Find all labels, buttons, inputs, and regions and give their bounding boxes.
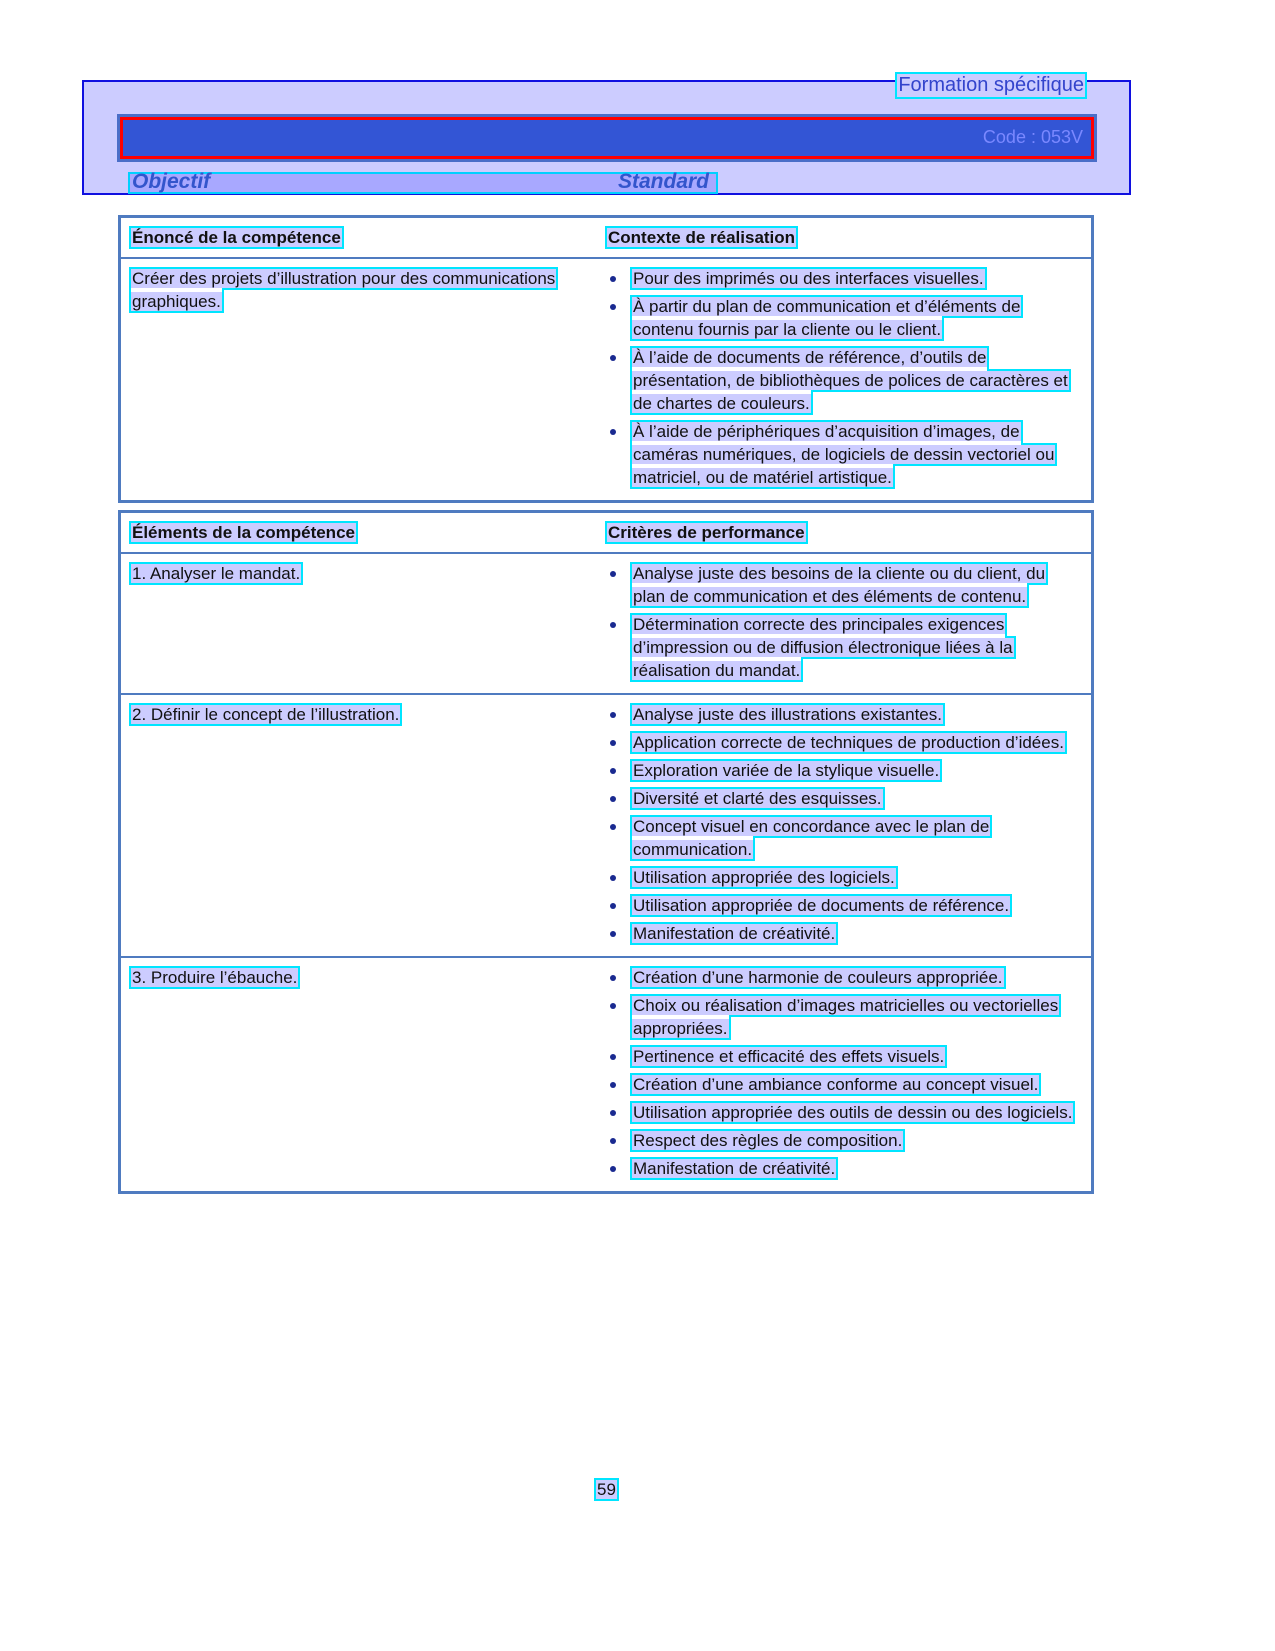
- critere-item: [607, 759, 1081, 782]
- table-row: [121, 552, 1091, 693]
- elements-table: [118, 510, 1094, 1194]
- objectif-label: Objectif: [132, 170, 211, 193]
- critere-item: [607, 1157, 1081, 1180]
- list-item-text: Analyse juste des besoins de la cliente ou du client, du plan de communication et des éléments de contenu.: [633, 564, 1046, 606]
- list-item-text: Utilisation appropriée des outils de dessin ou des logiciels.: [633, 1103, 1073, 1122]
- elements-header: Éléments de la compétence: [132, 523, 355, 542]
- enonce-header: Énoncé de la compétence: [132, 228, 341, 247]
- critere-item: [607, 1129, 1081, 1152]
- list-item-text: À l’aide de documents de référence, d’outils de présentation, de bibliothèques de polices de caractères et de chartes de couleurs.: [633, 348, 1068, 413]
- page-number: 59: [597, 1480, 616, 1499]
- critere-item: [607, 613, 1081, 682]
- enonce-text: Créer des projets d’illustration pour des communications graphiques.: [132, 269, 556, 311]
- critere-item: [607, 966, 1081, 989]
- list-item-text: Analyse juste des illustrations existantes.: [633, 705, 942, 724]
- critere-item: [607, 1101, 1081, 1124]
- criteres-list: [607, 966, 1081, 1180]
- formation-label: Formation spécifique: [898, 74, 1084, 96]
- list-item-text: Détermination correcte des principales exigences d’impression ou de diffusion électronique liées à la réalisation du mandat.: [633, 615, 1013, 680]
- list-item-text: À partir du plan de communication et d’éléments de contenu fournis par la cliente ou le client.: [633, 297, 1021, 339]
- element-text: 1. Analyser le mandat.: [132, 564, 301, 583]
- criteres-header: Critères de performance: [608, 523, 805, 542]
- contexte-header: Contexte de réalisation: [608, 228, 796, 247]
- criteres-list: [607, 562, 1081, 682]
- list-item-text: Utilisation appropriée des logiciels.: [633, 868, 895, 887]
- critere-item: [607, 562, 1081, 608]
- page-header: [82, 74, 1131, 195]
- critere-item: [607, 731, 1081, 754]
- element-text: 3. Produire l’ébauche.: [132, 968, 298, 987]
- standard-label: Standard: [618, 170, 710, 193]
- list-item-text: Choix ou réalisation d’images matricielles ou vectorielles appropriées.: [633, 996, 1059, 1038]
- critere-item: [607, 703, 1081, 726]
- critere-item: [607, 815, 1081, 861]
- list-item-text: Pertinence et efficacité des effets visuels.: [633, 1047, 945, 1066]
- contexte-item: [607, 295, 1081, 341]
- contexte-item: [607, 346, 1081, 415]
- list-item-text: Manifestation de créativité.: [633, 924, 836, 943]
- competence-table: [118, 215, 1094, 503]
- code-bar: [120, 117, 1094, 159]
- contexte-list: [607, 267, 1081, 489]
- contexte-item: [607, 267, 1081, 290]
- table-row: [121, 693, 1091, 956]
- table-row: [121, 956, 1091, 1191]
- list-item-text: À l’aide de périphériques d’acquisition d’images, de caméras numériques, de logiciels de dessin vectoriel ou matriciel, ou de matériel artistique.: [633, 422, 1055, 487]
- objectif-standard-band: [130, 170, 716, 193]
- element-text: 2. Définir le concept de l’illustration.: [132, 705, 400, 724]
- list-item-text: Concept visuel en concordance avec le plan de communication.: [633, 817, 990, 859]
- list-item-text: Création d’une harmonie de couleurs appropriée.: [633, 968, 1003, 987]
- critere-item: [607, 922, 1081, 945]
- list-item-text: Utilisation appropriée de documents de référence.: [633, 896, 1010, 915]
- list-item-text: Diversité et clarté des esquisses.: [633, 789, 882, 808]
- list-item-text: Respect des règles de composition.: [633, 1131, 903, 1150]
- critere-item: [607, 787, 1081, 810]
- critere-item: [607, 994, 1081, 1040]
- contexte-item: [607, 420, 1081, 489]
- critere-item: [607, 1073, 1081, 1096]
- code-label: Code : 053V: [982, 127, 1083, 147]
- list-item-text: Pour des imprimés ou des interfaces visuelles.: [633, 269, 984, 288]
- critere-item: [607, 894, 1081, 917]
- list-item-text: Application correcte de techniques de production d’idées.: [633, 733, 1064, 752]
- critere-item: [607, 1045, 1081, 1068]
- list-item-text: Création d’une ambiance conforme au concept visuel.: [633, 1075, 1039, 1094]
- criteres-list: [607, 703, 1081, 945]
- list-item-text: Manifestation de créativité.: [633, 1159, 836, 1178]
- list-item-text: Exploration variée de la stylique visuelle.: [633, 761, 940, 780]
- critere-item: [607, 866, 1081, 889]
